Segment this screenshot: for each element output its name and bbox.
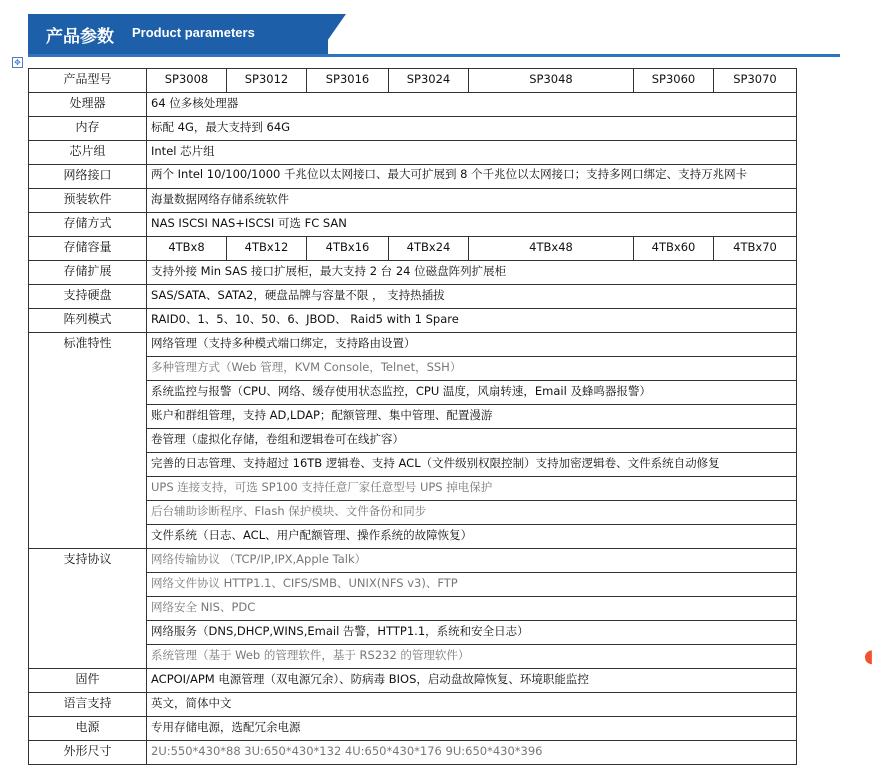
value-firmware: ACPOI/APM 电源管理（双电源冗余）、防病毒 BIOS，启动盘故障恢复、环境职能监控: [147, 669, 797, 693]
table-row: [29, 309, 797, 333]
feature-item: 完善的日志管理、支持超过 16TB 逻辑卷、支持 ACL（文件级别权限控制）支持加密逻辑卷、文件系统自动修复: [147, 453, 797, 477]
label-expansion: 存储扩展: [29, 261, 147, 285]
label-firmware: 固件: [29, 669, 147, 693]
table-row: [29, 669, 797, 693]
value-network: 两个 Intel 10/100/1000 千兆位以太网接口、最大可扩展到 8 个千兆位以太网接口；支持多网口绑定、支持万兆网卡: [147, 165, 797, 189]
table-row: [29, 333, 797, 357]
table-row: [29, 165, 797, 189]
table-row: [29, 741, 797, 765]
label-language: 语言支持: [29, 693, 147, 717]
capacity-cell: 4TBx8: [147, 237, 227, 261]
feature-item: 网络管理（支持多种模式端口绑定，支持路由设置）: [147, 333, 797, 357]
value-power: 专用存储电源，选配冗余电源: [147, 717, 797, 741]
label-memory: 内存: [29, 117, 147, 141]
capacity-cell: 4TBx70: [714, 237, 797, 261]
protocol-item: 网络服务（DNS,DHCP,WINS,Email 告警，HTTP1.1，系统和安全日志）: [147, 621, 797, 645]
value-storage-mode: NAS ISCSI NAS+ISCSI 可选 FC SAN: [147, 213, 797, 237]
table-row: [29, 549, 797, 573]
table-row: [29, 141, 797, 165]
feature-item: UPS 连接支持，可选 SP100 支持任意厂家任意型号 UPS 掉电保护: [147, 477, 797, 501]
label-capacity: 存储容量: [29, 237, 147, 261]
label-disk: 支持硬盘: [29, 285, 147, 309]
section-title-cn: 产品参数: [46, 27, 114, 47]
value-raid: RAID0、1、5、10、50、6、JBOD、 Raid5 with 1 Spare: [147, 309, 797, 333]
banner-slant: [318, 14, 346, 54]
section-title-en: Product parameters: [132, 25, 255, 40]
table-move-handle-icon[interactable]: ✥: [12, 57, 23, 68]
table-row: [29, 693, 797, 717]
protocol-item: 系统管理（基于 Web 的管理软件，基于 RS232 的管理软件）: [147, 645, 797, 669]
feature-item: 后台辅助诊断程序、Flash 保护模块、文件备份和同步: [147, 501, 797, 525]
model-cell: SP3060: [634, 69, 714, 93]
value-chipset: Intel 芯片组: [147, 141, 797, 165]
spec-table: [28, 68, 797, 765]
capacity-cell: 4TBx48: [469, 237, 634, 261]
model-cell: SP3024: [389, 69, 469, 93]
model-cell: SP3070: [714, 69, 797, 93]
table-row: [29, 69, 797, 93]
section-banner: [28, 14, 346, 54]
label-chipset: 芯片组: [29, 141, 147, 165]
value-size: 2U:550*430*88 3U:650*430*132 4U:650*430*176 9U:650*430*396: [147, 741, 797, 765]
value-memory: 标配 4G，最大支持到 64G: [147, 117, 797, 141]
table-row: [29, 717, 797, 741]
table-row: [29, 285, 797, 309]
feature-item: 多种管理方式（Web 管理，KVM Console，Telnet，SSH）: [147, 357, 797, 381]
feature-item: 卷管理（虚拟化存储，卷组和逻辑卷可在线扩容）: [147, 429, 797, 453]
label-features: 标准特性: [29, 333, 147, 549]
capacity-cell: 4TBx60: [634, 237, 714, 261]
table-row: [29, 117, 797, 141]
value-expansion: 支持外接 Min SAS 接口扩展柜，最大支持 2 台 24 位磁盘阵列扩展柜: [147, 261, 797, 285]
label-cpu: 处理器: [29, 93, 147, 117]
label-raid: 阵列模式: [29, 309, 147, 333]
table-row: [29, 213, 797, 237]
table-row: [29, 261, 797, 285]
model-cell: SP3012: [227, 69, 307, 93]
label-model: 产品型号: [29, 69, 147, 93]
banner-underline: [28, 54, 840, 57]
label-power: 电源: [29, 717, 147, 741]
label-storage-mode: 存储方式: [29, 213, 147, 237]
label-size: 外形尺寸: [29, 741, 147, 765]
protocol-item: 网络传输协议 （TCP/IP,IPX,Apple Talk）: [147, 549, 797, 573]
capacity-cell: 4TBx24: [389, 237, 469, 261]
value-cpu: 64 位多核处理器: [147, 93, 797, 117]
value-language: 英文，简体中文: [147, 693, 797, 717]
model-cell: SP3048: [469, 69, 634, 93]
capacity-cell: 4TBx12: [227, 237, 307, 261]
model-cell: SP3008: [147, 69, 227, 93]
feature-item: 账户和群组管理，支持 AD,LDAP；配额管理、集中管理、配置漫游: [147, 405, 797, 429]
value-disk: SAS/SATA、SATA2，硬盘品牌与容量不限 ， 支持热插拔: [147, 285, 797, 309]
protocol-item: 网络安全 NIS、PDC: [147, 597, 797, 621]
side-floating-icon[interactable]: ◖: [864, 646, 874, 667]
value-software: 海量数据网络存储系统软件: [147, 189, 797, 213]
feature-item: 文件系统（日志、ACL、用户配额管理、操作系统的故障恢复）: [147, 525, 797, 549]
model-cell: SP3016: [307, 69, 389, 93]
table-row: [29, 237, 797, 261]
table-row: [29, 189, 797, 213]
capacity-cell: 4TBx16: [307, 237, 389, 261]
label-network: 网络接口: [29, 165, 147, 189]
protocol-item: 网络文件协议 HTTP1.1、CIFS/SMB、UNIX(NFS v3)、FTP: [147, 573, 797, 597]
feature-item: 系统监控与报警（CPU、网络、缓存使用状态监控，CPU 温度，风扇转速，Email 及蜂鸣器报警）: [147, 381, 797, 405]
label-software: 预装软件: [29, 189, 147, 213]
label-protocols: 支持协议: [29, 549, 147, 669]
table-row: [29, 93, 797, 117]
